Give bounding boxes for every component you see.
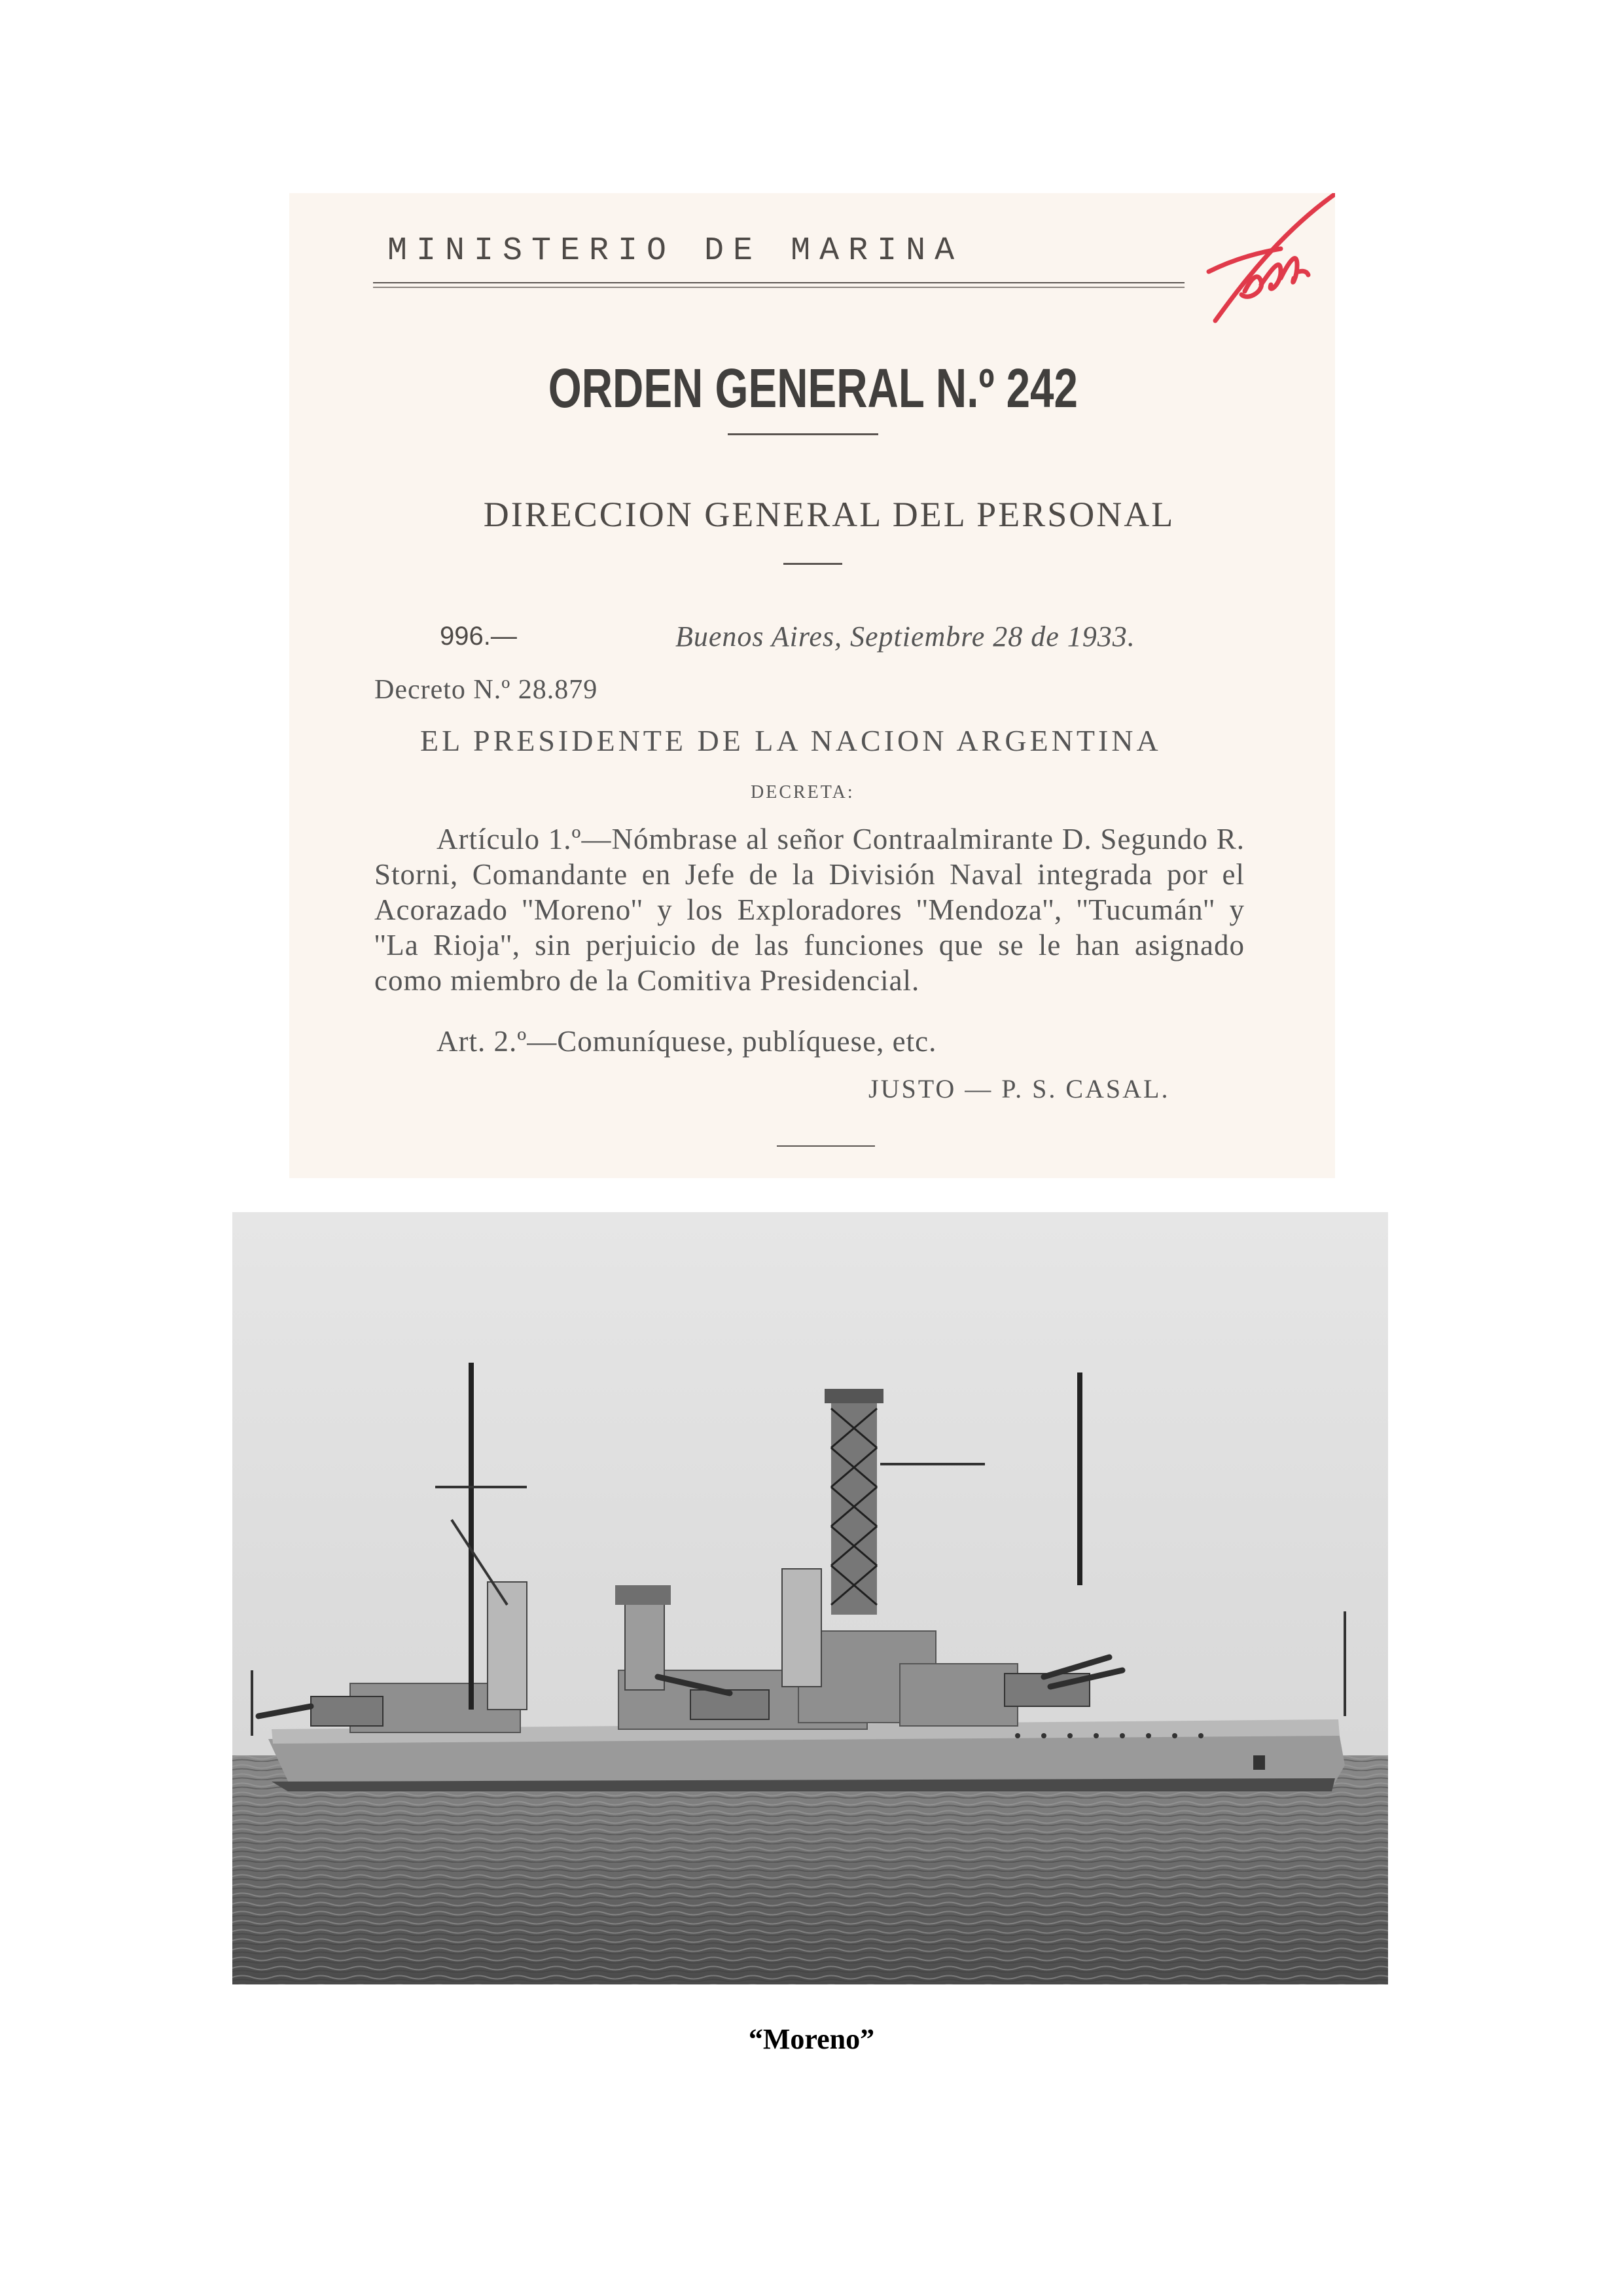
decree-number: Decreto N.º 28.879: [374, 675, 598, 705]
red-signature: [1183, 193, 1335, 350]
ministry-header: MINISTERIO DE MARINA: [387, 232, 964, 270]
direction-heading: DIRECCION GENERAL DEL PERSONAL: [483, 495, 1175, 534]
lattice-mast: [825, 1389, 883, 1615]
article-2: Art. 2.º—Comuníquese, publíquese, etc.: [437, 1025, 937, 1058]
order-title: ORDEN GENERAL N.º 242: [548, 357, 1078, 419]
article-1: [374, 821, 1245, 998]
battleship-photo: [232, 1212, 1388, 1984]
direction-rule: [783, 563, 842, 565]
closing-rule: [777, 1145, 875, 1147]
title-rule: [728, 433, 878, 435]
photo-caption: “Moreno”: [748, 2023, 875, 2055]
signatories: JUSTO — P. S. CASAL.: [868, 1074, 1170, 1103]
decreta-label: DECRETA:: [751, 782, 855, 802]
decree-scan: [289, 193, 1335, 1178]
president-heading: EL PRESIDENTE DE LA NACION ARGENTINA: [420, 724, 1162, 757]
place-date: Buenos Aires, Septiembre 28 de 1933.: [675, 620, 1135, 653]
article-1-text: Artículo 1.º—Nómbrase al señor Contraalmirante D. Segundo R. Storni, Comandante en Jefe de la División Naval integrada por el Acorazado ''Moreno'' y los Exploradores ''Mendoza'', ''Tucumán'' y ''La Rioja'', sin perjuicio de las funciones que se le han asignado como miembro de la Comitiva Presidencial.: [374, 823, 1245, 997]
header-rule: [373, 282, 1185, 288]
decree-sequence-number: 996.—: [440, 622, 517, 651]
